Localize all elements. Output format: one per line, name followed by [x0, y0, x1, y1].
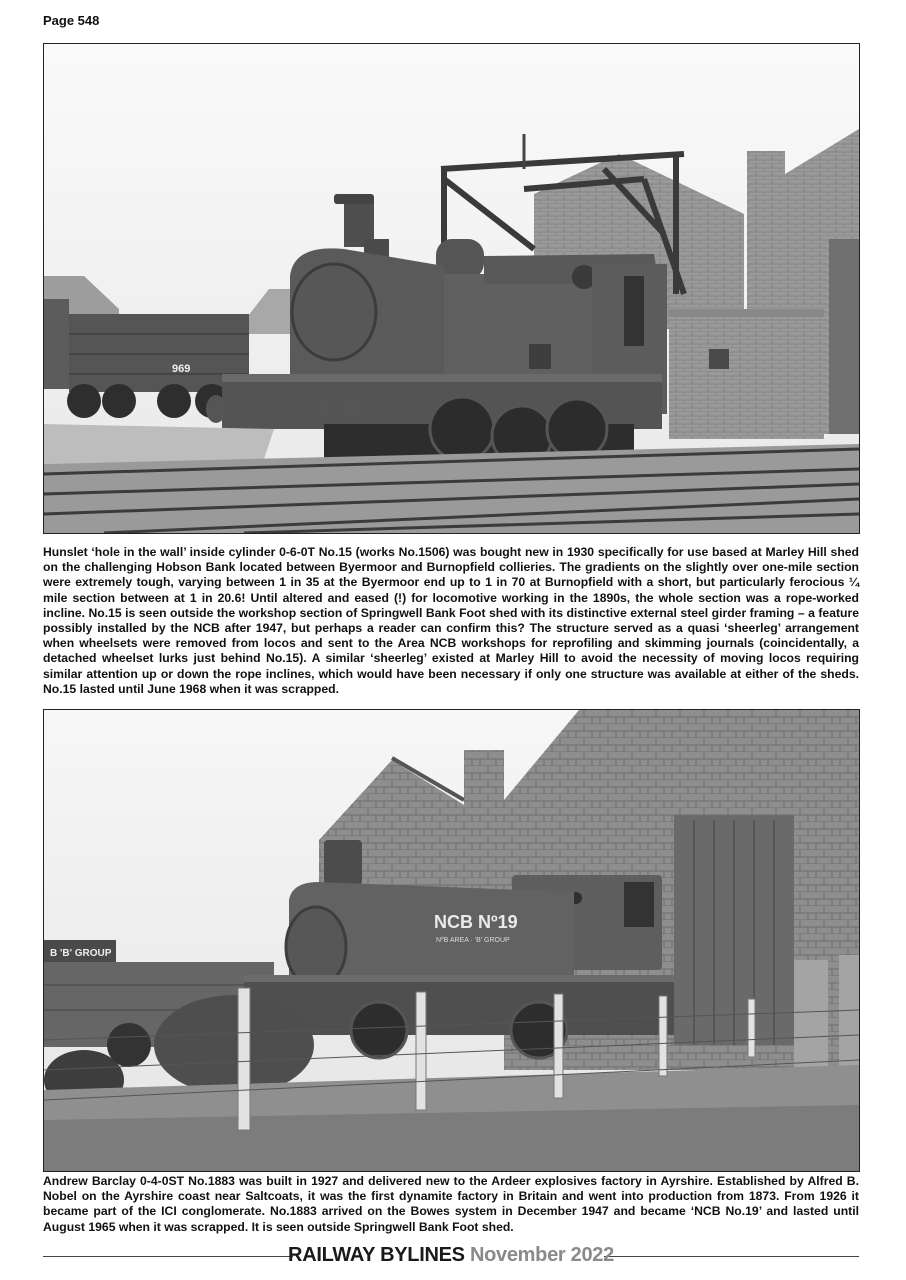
photo-2-caption: Andrew Barclay 0-4-0ST No.1883 was built in 1927 and delivered new to the Ardeer explosives factory in Ayrshire. Established by Alfred B. Nobel on the Ayrshire coast near Saltcoats, it was the first dynamite factory in Britain and went into production from 1873. From 1926 it became part of the ICI conglomerate. No.1883 arrived on the Bowes system in December 1947 and became ‘NCB No.19’ and lasted until August 1965 when it was scrapped. It is seen outside Springwell Bank Foot shed.	[43, 1174, 859, 1234]
photo-barclay-image	[44, 710, 859, 1171]
magazine-title: RAILWAY BYLINES	[288, 1244, 465, 1266]
photo-1-caption: Hunslet ‘hole in the wall’ inside cylinder 0-6-0T No.15 (works No.1506) was bought new in 1930 specifically for use based at Marley Hill shed on the challenging Hobson Bank located between Byermoor and Burnopfield collieries. The gradients on the slightly over one-mile section were extremely tough, varying between 1 in 35 at the Byermoor end up to 1 in 70 at Burnopfield with a short, but particularly ferocious ¼ mile section between at 1 in 20.6! Until altered and eased (!) for locomotive working in the 1890s, the whole section was a rope-worked incline. No.15 is seen outside the workshop section of Springwell Bank Foot shed with its distinctive external steel girder framing – a feature possibly installed by the NCB after 1947, but perhaps a reader can confirm this? The structure served as a quasi ‘sheerleg’ arrangement when wheelsets were removed from locos and sent to the Area NCB workshops for reprofiling and skimming journals (coincidentally, a detached wheelset lurks just behind No.15). A similar ‘sheerleg’ existed at Marley Hill to avoid the necessity of moving locos requiring similar attention up or down the rope inclines, which would have been necessary if only one structure was available at either of the sheds. No.15 lasted until June 1968 when it was scrapped.	[43, 545, 859, 696]
wagon-lettering: B 'B' GROUP	[50, 948, 112, 959]
tank-sub-lettering: NºB AREA · 'B' GROUP	[436, 937, 510, 944]
issue-date: November 2022	[469, 1244, 614, 1266]
wagon-number: 969	[172, 363, 191, 375]
page-number: Page 548	[43, 13, 100, 28]
photo-hunslet-image	[44, 44, 859, 533]
footer-masthead	[43, 1244, 859, 1267]
photo-barclay-ncb19	[43, 709, 860, 1172]
tank-lettering: NCB Nº19	[434, 912, 518, 932]
photo-hunslet-no15	[43, 43, 860, 534]
page-footer	[43, 1244, 859, 1268]
